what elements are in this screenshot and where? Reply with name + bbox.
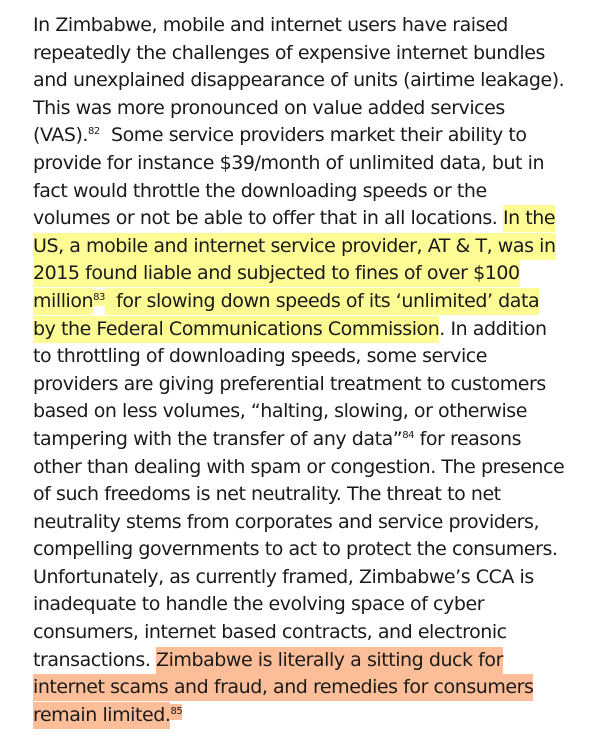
document-paragraph: [33, 12, 595, 729]
text-line: [33, 647, 595, 675]
text-span: repeatedly the challenges of expensive internet bundles: [33, 41, 545, 64]
text-span: This was more pronounced on value added services: [33, 96, 505, 119]
text-span: provide for instance $39/month of unlimited data, but in: [33, 151, 545, 174]
text-span: transactions.: [33, 648, 157, 671]
text-line: [33, 122, 595, 150]
text-span: consumers, internet based contracts, and electronic: [33, 621, 507, 644]
text-line: [33, 674, 595, 702]
text-line: [33, 233, 595, 261]
text-line: [33, 371, 595, 399]
text-line: [33, 564, 595, 592]
text-line: [33, 591, 595, 619]
text-line: [33, 454, 595, 482]
text-line: [33, 619, 595, 647]
text-line: [33, 260, 595, 288]
text-span: for reasons: [414, 427, 522, 450]
text-line: [33, 343, 595, 371]
text-span: fact would throttle the downloading speeds or the: [33, 179, 487, 202]
text-line: [33, 426, 595, 454]
footnote-marker: 85: [170, 704, 182, 720]
text-span: (VAS).: [33, 124, 89, 147]
text-line: [33, 205, 595, 233]
text-span: compelling governments to act to protect the consumers.: [33, 538, 558, 561]
text-line: [33, 95, 595, 123]
text-span: of such freedoms is net neutrality. The threat to net: [33, 483, 501, 506]
text-line: [33, 288, 595, 316]
text-span: In Zimbabwe, mobile and internet users have raised: [33, 14, 508, 36]
text-line: [33, 702, 595, 730]
text-span: based on less volumes, “halting, slowing, or otherwise: [33, 400, 527, 423]
footnote-marker: 83: [93, 290, 105, 306]
text-line: [33, 150, 595, 178]
text-span: . In addition: [439, 317, 547, 340]
footnote-marker: 84: [402, 429, 415, 441]
text-line: [33, 509, 595, 537]
highlighted-text: In the: [503, 205, 555, 232]
text-line: [33, 40, 595, 68]
text-span: neutrality stems from corporates and service providers,: [33, 510, 540, 533]
highlighted-text: for slowing down speeds of its ‘unlimited’ data: [105, 288, 539, 315]
text-line: [33, 12, 595, 40]
text-span: to throttling of downloading speeds, some service: [33, 345, 488, 368]
text-line: [33, 67, 595, 95]
highlighted-text: remain limited.: [33, 702, 170, 729]
text-span: providers are giving preferential treatment to customers: [33, 372, 546, 395]
highlighted-text: US, a mobile and internet service provider, AT & T, was in: [33, 233, 556, 260]
highlighted-text: 2015 found liable and subjected to fines of over $100: [33, 260, 520, 287]
text-span: volumes or not be able to offer that in all locations.: [33, 207, 503, 230]
text-line: [33, 481, 595, 509]
text-line: [33, 316, 595, 344]
text-span: inadequate to handle the evolving space of cyber: [33, 593, 485, 616]
text-span: other than dealing with spam or congestion. The presence: [33, 455, 565, 478]
text-span: Some service providers market their ability to: [99, 124, 527, 147]
highlighted-text: million: [33, 288, 93, 315]
text-line: [33, 398, 595, 426]
highlighted-text: internet scams and fraud, and remedies for consumers: [33, 674, 533, 701]
text-span: and unexplained disappearance of units (airtime leakage).: [33, 69, 565, 92]
highlighted-text: Zimbabwe is literally a sitting duck for: [156, 647, 503, 674]
text-span: Unfortunately, as currently framed, Zimbabwe’s CCA is: [33, 565, 534, 588]
text-line: [33, 536, 595, 564]
text-line: [33, 178, 595, 206]
footnote-marker: 82: [88, 126, 100, 138]
highlighted-text: by the Federal Communications Commission: [33, 316, 439, 343]
text-span: tampering with the transfer of any data”: [33, 427, 403, 450]
